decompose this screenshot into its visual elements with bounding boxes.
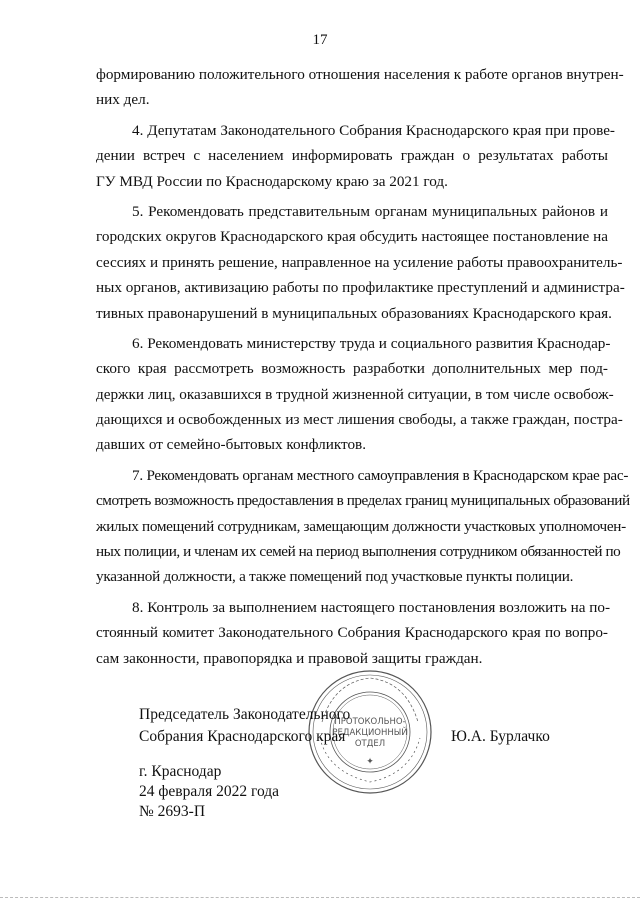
bottom-edge-line bbox=[0, 897, 640, 899]
text-line: них дел. bbox=[96, 91, 150, 109]
stamp-text: ПРОТОКОЛЬНО- bbox=[334, 717, 406, 727]
paragraph-item-7 bbox=[96, 463, 630, 590]
text-line: дающихся и освобожденных из мест лишения свободы, а также граждан, постра- bbox=[96, 411, 623, 429]
document-number: № 2693-П bbox=[139, 803, 206, 820]
text-line: ского края рассмотреть возможность разработки дополнительных мер под- bbox=[96, 360, 608, 378]
text-line: ных полиции, и членам их семей на период выполнения сотрудником обязанностей по bbox=[96, 543, 621, 561]
paragraph-item-4 bbox=[96, 118, 615, 194]
city: г. Краснодар bbox=[139, 763, 222, 780]
document-date: 24 февраля 2022 года bbox=[139, 783, 280, 800]
paragraph-continuation bbox=[96, 62, 624, 113]
stamp-text: ОТДЕЛ bbox=[354, 739, 386, 749]
signatory-name: Ю.А. Бурлачко bbox=[451, 728, 550, 745]
text-line: дении встреч с населением информировать граждан о результатах работы bbox=[96, 147, 608, 165]
signature-block bbox=[139, 704, 609, 748]
text-line: 5. Рекомендовать представительным органам муниципальных районов и bbox=[132, 202, 608, 220]
page-number: 17 bbox=[312, 32, 328, 48]
svg-text:✦: ✦ bbox=[366, 757, 374, 767]
text-line: смотреть возможность предоставления в пределах границ муниципальных образований bbox=[96, 492, 630, 510]
paragraph-item-5 bbox=[96, 199, 625, 326]
paragraph-item-8 bbox=[96, 595, 611, 671]
text-line: тивных правонарушений в муниципальных образованиях Краснодарского края. bbox=[96, 304, 612, 322]
text-line: стоянный комитет Законодательного Собрания Краснодарского края по вопро- bbox=[96, 624, 608, 642]
text-line: давших от семейно-бытовых конфликтов. bbox=[96, 436, 367, 454]
text-line: сам законности, правопорядка и правовой защиты граждан. bbox=[96, 649, 483, 667]
text-line: формированию положительного отношения населения к работе органов внутрен- bbox=[96, 66, 624, 83]
text-line: держки лиц, оказавшихся в трудной жизненной ситуации, в том числе освобож- bbox=[96, 385, 614, 403]
text-line: ГУ МВД России по Краснодарскому краю за 2021 год. bbox=[96, 172, 448, 190]
text-line: указанной должности, а также помещений под участковые пункты полиции. bbox=[96, 568, 574, 586]
place-date-block bbox=[139, 762, 279, 822]
text-line: ных органов, активизацию работы по профилактике преступлений и администра- bbox=[96, 279, 625, 297]
text-line: 4. Депутатам Законодательного Собрания Краснодарского края при прове- bbox=[132, 121, 615, 139]
document-body bbox=[96, 62, 630, 671]
paragraph-item-6 bbox=[96, 331, 623, 458]
signer-title-line-2: Собрания Краснодарского края bbox=[139, 728, 346, 745]
text-line: городских округов Краснодарского края обсудить настоящее постановление на bbox=[96, 228, 608, 246]
text-line: 7. Рекомендовать органам местного самоуправления в Краснодарском крае рас- bbox=[132, 466, 629, 484]
text-line: жилых помещений сотрудникам, замещающим должности участковых уполномочен- bbox=[96, 517, 626, 535]
text-line: 6. Рекомендовать министерству труда и социального развития Краснодар- bbox=[132, 334, 611, 352]
text-line: сессиях и принять решение, направленное на усиление работы правоохранитель- bbox=[96, 253, 623, 271]
signer-title-line-1: Председатель Законодательного bbox=[139, 706, 351, 723]
stamp-text: РЕДАКЦИОННЫЙ bbox=[332, 728, 408, 738]
text-line: 8. Контроль за выполнением настоящего постановления возложить на по- bbox=[132, 598, 611, 616]
